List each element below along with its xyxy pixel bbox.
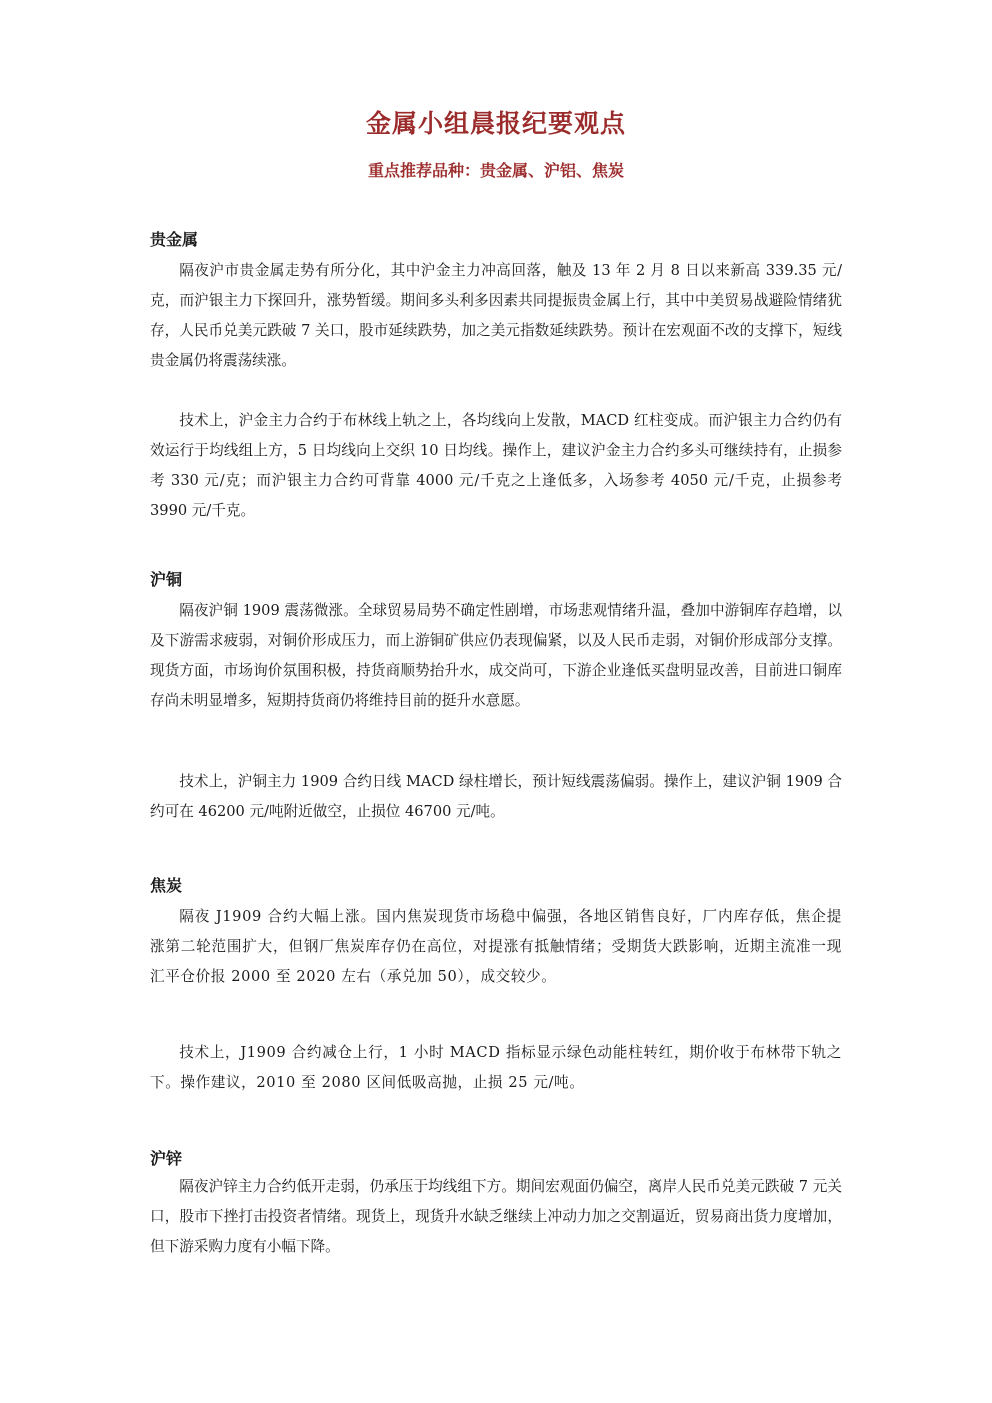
paragraph-precious-metals-market: 隔夜沪市贵金属走势有所分化，其中沪金主力冲高回落，触及 13 年 2 月 8 日以来新高 339.35 元/克，而沪银主力下探回升，涨势暂缓。期间多头利多因素共同提振贵金属上行，其中中美贸易战避险情绪犹存，人民币兑美元跌破 7 关口，股市延续跌势，加之美元指数延续跌势。预计在宏观面不改的支撑下，短线贵金属仍将震荡续涨。 <box>150 262 842 369</box>
section-heading-copper: 沪铜 <box>150 570 183 589</box>
paragraph-coke-market: 隔夜 J1909 合约大幅上涨。国内焦炭现货市场稳中偏强，各地区销售良好，厂内库存低，焦企提涨第二轮范围扩大，但钢厂焦炭库存仍在高位，对提涨有抵触情绪；受期货大跌影响，近期主流准一现汇平仓价报 2000 至 2020 左右（承兑加 50），成交较少。 <box>150 908 842 985</box>
paragraph-copper-market: 隔夜沪铜 1909 震荡微涨。全球贸易局势不确定性剧增，市场悲观情绪升温，叠加中游铜库存趋增，以及下游需求疲弱，对铜价形成压力，而上游铜矿供应仍表现偏紧，以及人民币走弱，对铜价形成部分支撑。现货方面，市场询价氛围积极，持货商顺势抬升水，成交尚可，下游企业逢低买盘明显改善，目前进口铜库存尚未明显增多，短期持货商仍将维持目前的挺升水意愿。 <box>150 602 842 709</box>
paragraph-copper-technical: 技术上，沪铜主力 1909 合约日线 MACD 绿柱增长，预计短线震荡偏弱。操作上，建议沪铜 1909 合约可在 46200 元/吨附近做空，止损位 46700 元/吨。 <box>150 773 842 820</box>
section-heading-zinc: 沪锌 <box>150 1149 183 1168</box>
paragraph-precious-metals-technical: 技术上，沪金主力合约于布林线上轨之上，各均线向上发散，MACD 红柱变成。而沪银主力合约仍有效运行于均线组上方，5 日均线向上交织 10 日均线。操作上，建议沪金主力合约多头可继续持有，止损参考 330 元/克；而沪银主力合约可背靠 4000 元/千克之上逢低多，入场参考 4050 元/千克，止损参考 3990 元/千克。 <box>150 412 842 519</box>
page-title: 金属小组晨报纪要观点 <box>365 109 626 138</box>
paragraph-zinc-market: 隔夜沪锌主力合约低开走弱，仍承压于均线组下方。期间宏观面仍偏空，离岸人民币兑美元跌破 7 元关口，股市下挫打击投资者情绪。现货上，现货升水缺乏继续上冲动力加之交割逼近，贸易商出货力度增加，但下游采购力度有小幅下降。 <box>150 1178 842 1255</box>
section-heading-coke: 焦炭 <box>150 876 183 895</box>
section-heading-precious-metals: 贵金属 <box>150 230 199 249</box>
paragraph-coke-technical: 技术上，J1909 合约减仓上行，1 小时 MACD 指标显示绿色动能柱转红，期价收于布林带下轨之下。操作建议，2010 至 2080 区间低吸高抛，止损 25 元/吨。 <box>150 1044 842 1091</box>
page-subtitle: 重点推荐品种：贵金属、沪铝、焦炭 <box>367 161 624 180</box>
